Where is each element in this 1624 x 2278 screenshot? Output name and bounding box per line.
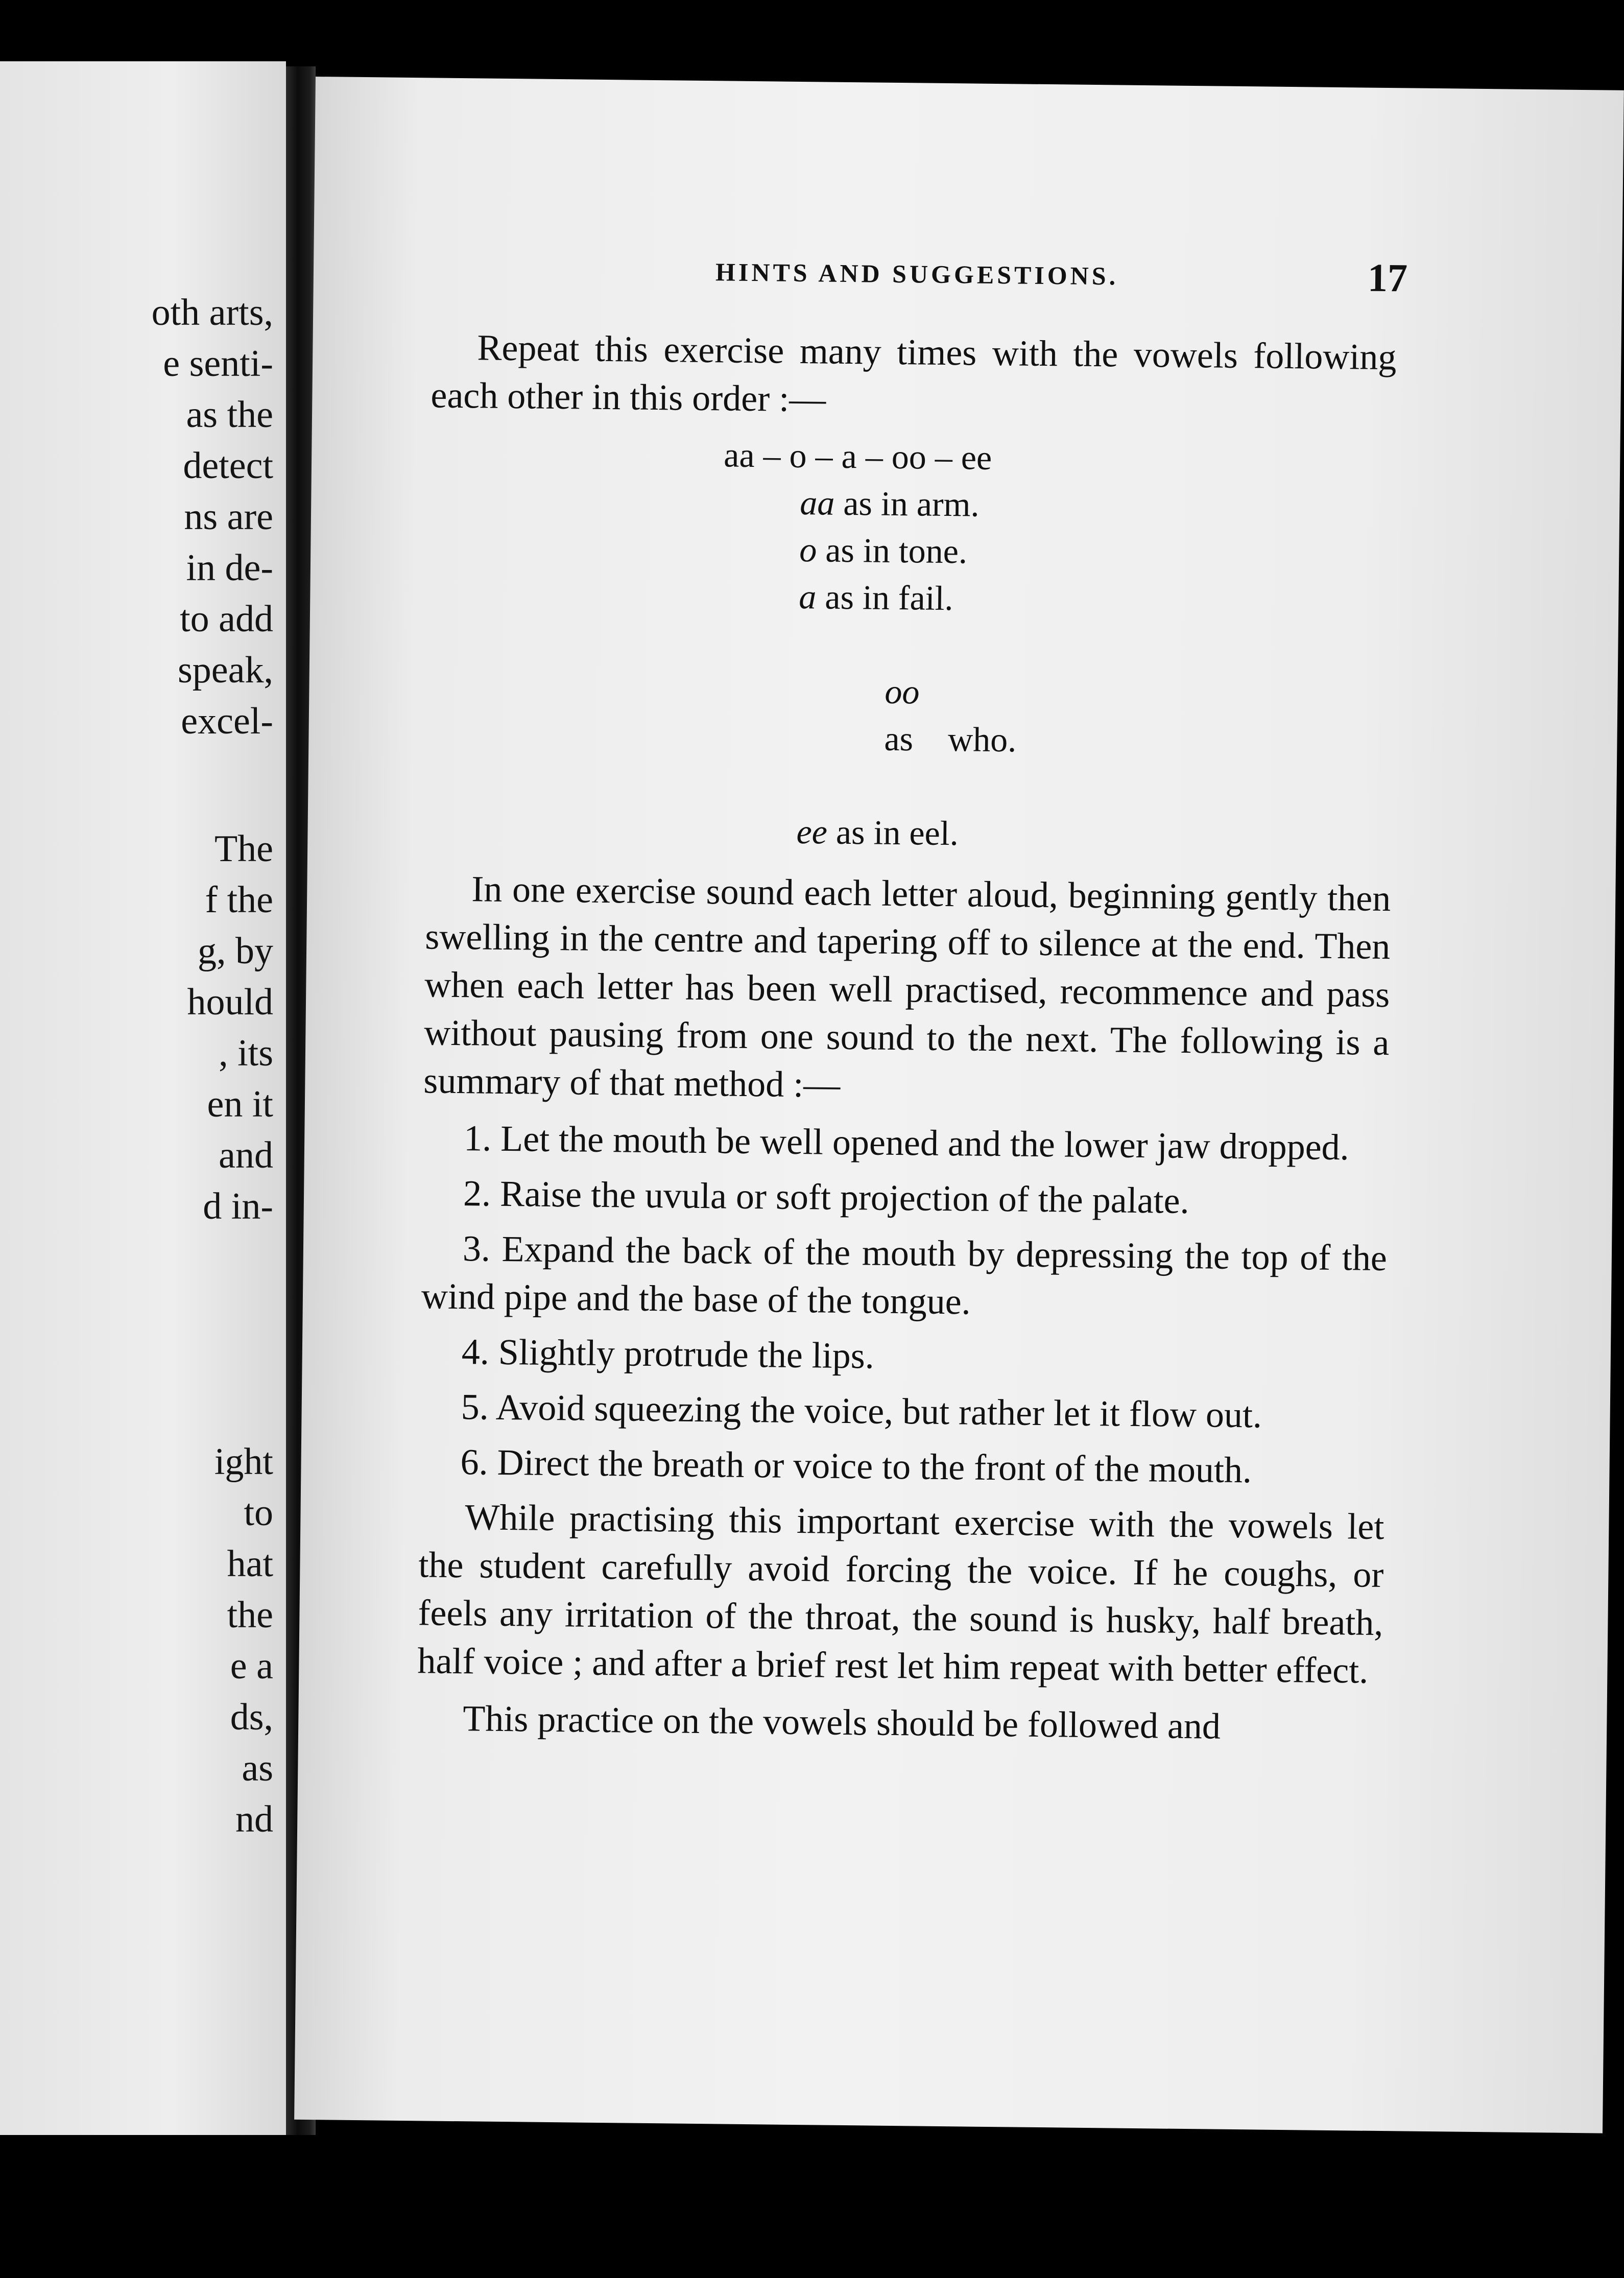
body-text	[417, 323, 1397, 1761]
page-content	[417, 78, 1408, 1747]
left-page-line: nd	[235, 1798, 273, 1840]
left-page-line: f the	[205, 879, 273, 921]
method-list-item: 4. Slightly protrude the lips.	[461, 1331, 875, 1377]
left-page-line: The	[214, 828, 273, 870]
left-page-line: as	[242, 1747, 273, 1789]
left-page	[0, 61, 286, 2135]
method-list-item: 2. Raise the uvula or soft projection of the palate.	[463, 1173, 1190, 1222]
vowel-example-text: as in eel.	[835, 812, 959, 853]
left-page-line: detect	[183, 445, 273, 487]
method-list-item: 3. Expand the back of the mouth by depressing the top of the wind pipe and the base of the tongue.	[421, 1228, 1388, 1322]
intro-paragraph: Repeat this exercise many times with the vowels following each other in this order :—	[431, 327, 1397, 420]
right-page	[294, 77, 1624, 2133]
left-page-line: excel-	[181, 700, 273, 742]
vowel-symbol: a	[798, 577, 817, 616]
vowel-symbol: oo	[885, 672, 920, 711]
method-list-item: 5. Avoid squeezing the voice, but rather let it flow out.	[461, 1386, 1262, 1436]
vowel-symbol: ee	[796, 812, 828, 851]
page-header	[432, 254, 1408, 310]
left-page-line: , its	[219, 1032, 273, 1074]
page-number: 17	[1367, 255, 1408, 300]
left-page-line: to	[244, 1492, 273, 1534]
left-page-line: e senti-	[163, 343, 273, 385]
vowel-example-text: as who.	[884, 719, 1017, 760]
left-page-line: hould	[187, 981, 273, 1023]
left-page-line: oth arts,	[151, 292, 273, 334]
vowel-example-text: as in arm.	[843, 483, 980, 524]
vowel-example	[426, 616, 1394, 814]
vowel-block	[426, 428, 1396, 861]
vowel-sequence: aa – o – a – oo – ee	[723, 435, 992, 477]
method-list-item: 1. Let the mouth be well opened and the lower jaw dropped.	[463, 1118, 1350, 1168]
caution-paragraph: While practising this important exercise with the vowels let the student carefully avoid forcing the voice. If he coughs, or feels any irritation of the throat, the sound is husky, half breath, half voice ; and after a brief rest let him repeat with better effect.	[417, 1497, 1384, 1691]
left-page-line: en it	[207, 1083, 273, 1125]
left-page-line: ns are	[184, 496, 273, 538]
vowel-example	[426, 804, 1392, 861]
vowel-example-text: as in fail.	[824, 577, 953, 618]
vowel-example-text: as in tone.	[825, 530, 968, 571]
method-paragraph: In one exercise sound each letter aloud, beginning gently then swelling in the centre and tapering off to silence at the end. Then when each letter has been well practised, recommence and pass without pausing from one sound to the next. The following is a summary of that method :—	[423, 868, 1391, 1105]
left-page-line: to add	[180, 598, 273, 640]
left-page-line: the	[227, 1594, 273, 1636]
left-page-line: and	[219, 1134, 273, 1176]
left-page-line: ight	[214, 1441, 273, 1483]
vowel-symbol: aa	[799, 483, 835, 523]
left-page-line: g, by	[198, 930, 273, 972]
left-page-line: hat	[227, 1543, 273, 1585]
left-page-line: ds,	[230, 1696, 273, 1738]
left-page-line: speak,	[178, 649, 273, 691]
method-list-item: 6. Direct the breath or voice to the front of the mouth.	[460, 1441, 1252, 1491]
vowel-symbol: o	[799, 530, 817, 570]
closing-fragment: This practice on the vowels should be followed and	[462, 1698, 1221, 1747]
running-head: HINTS AND SUGGESTIONS.	[715, 257, 1119, 291]
left-page-line: e a	[230, 1645, 273, 1687]
left-page-line: in de-	[186, 547, 273, 589]
left-page-line: d in-	[203, 1185, 273, 1227]
left-page-line: as the	[186, 394, 273, 436]
